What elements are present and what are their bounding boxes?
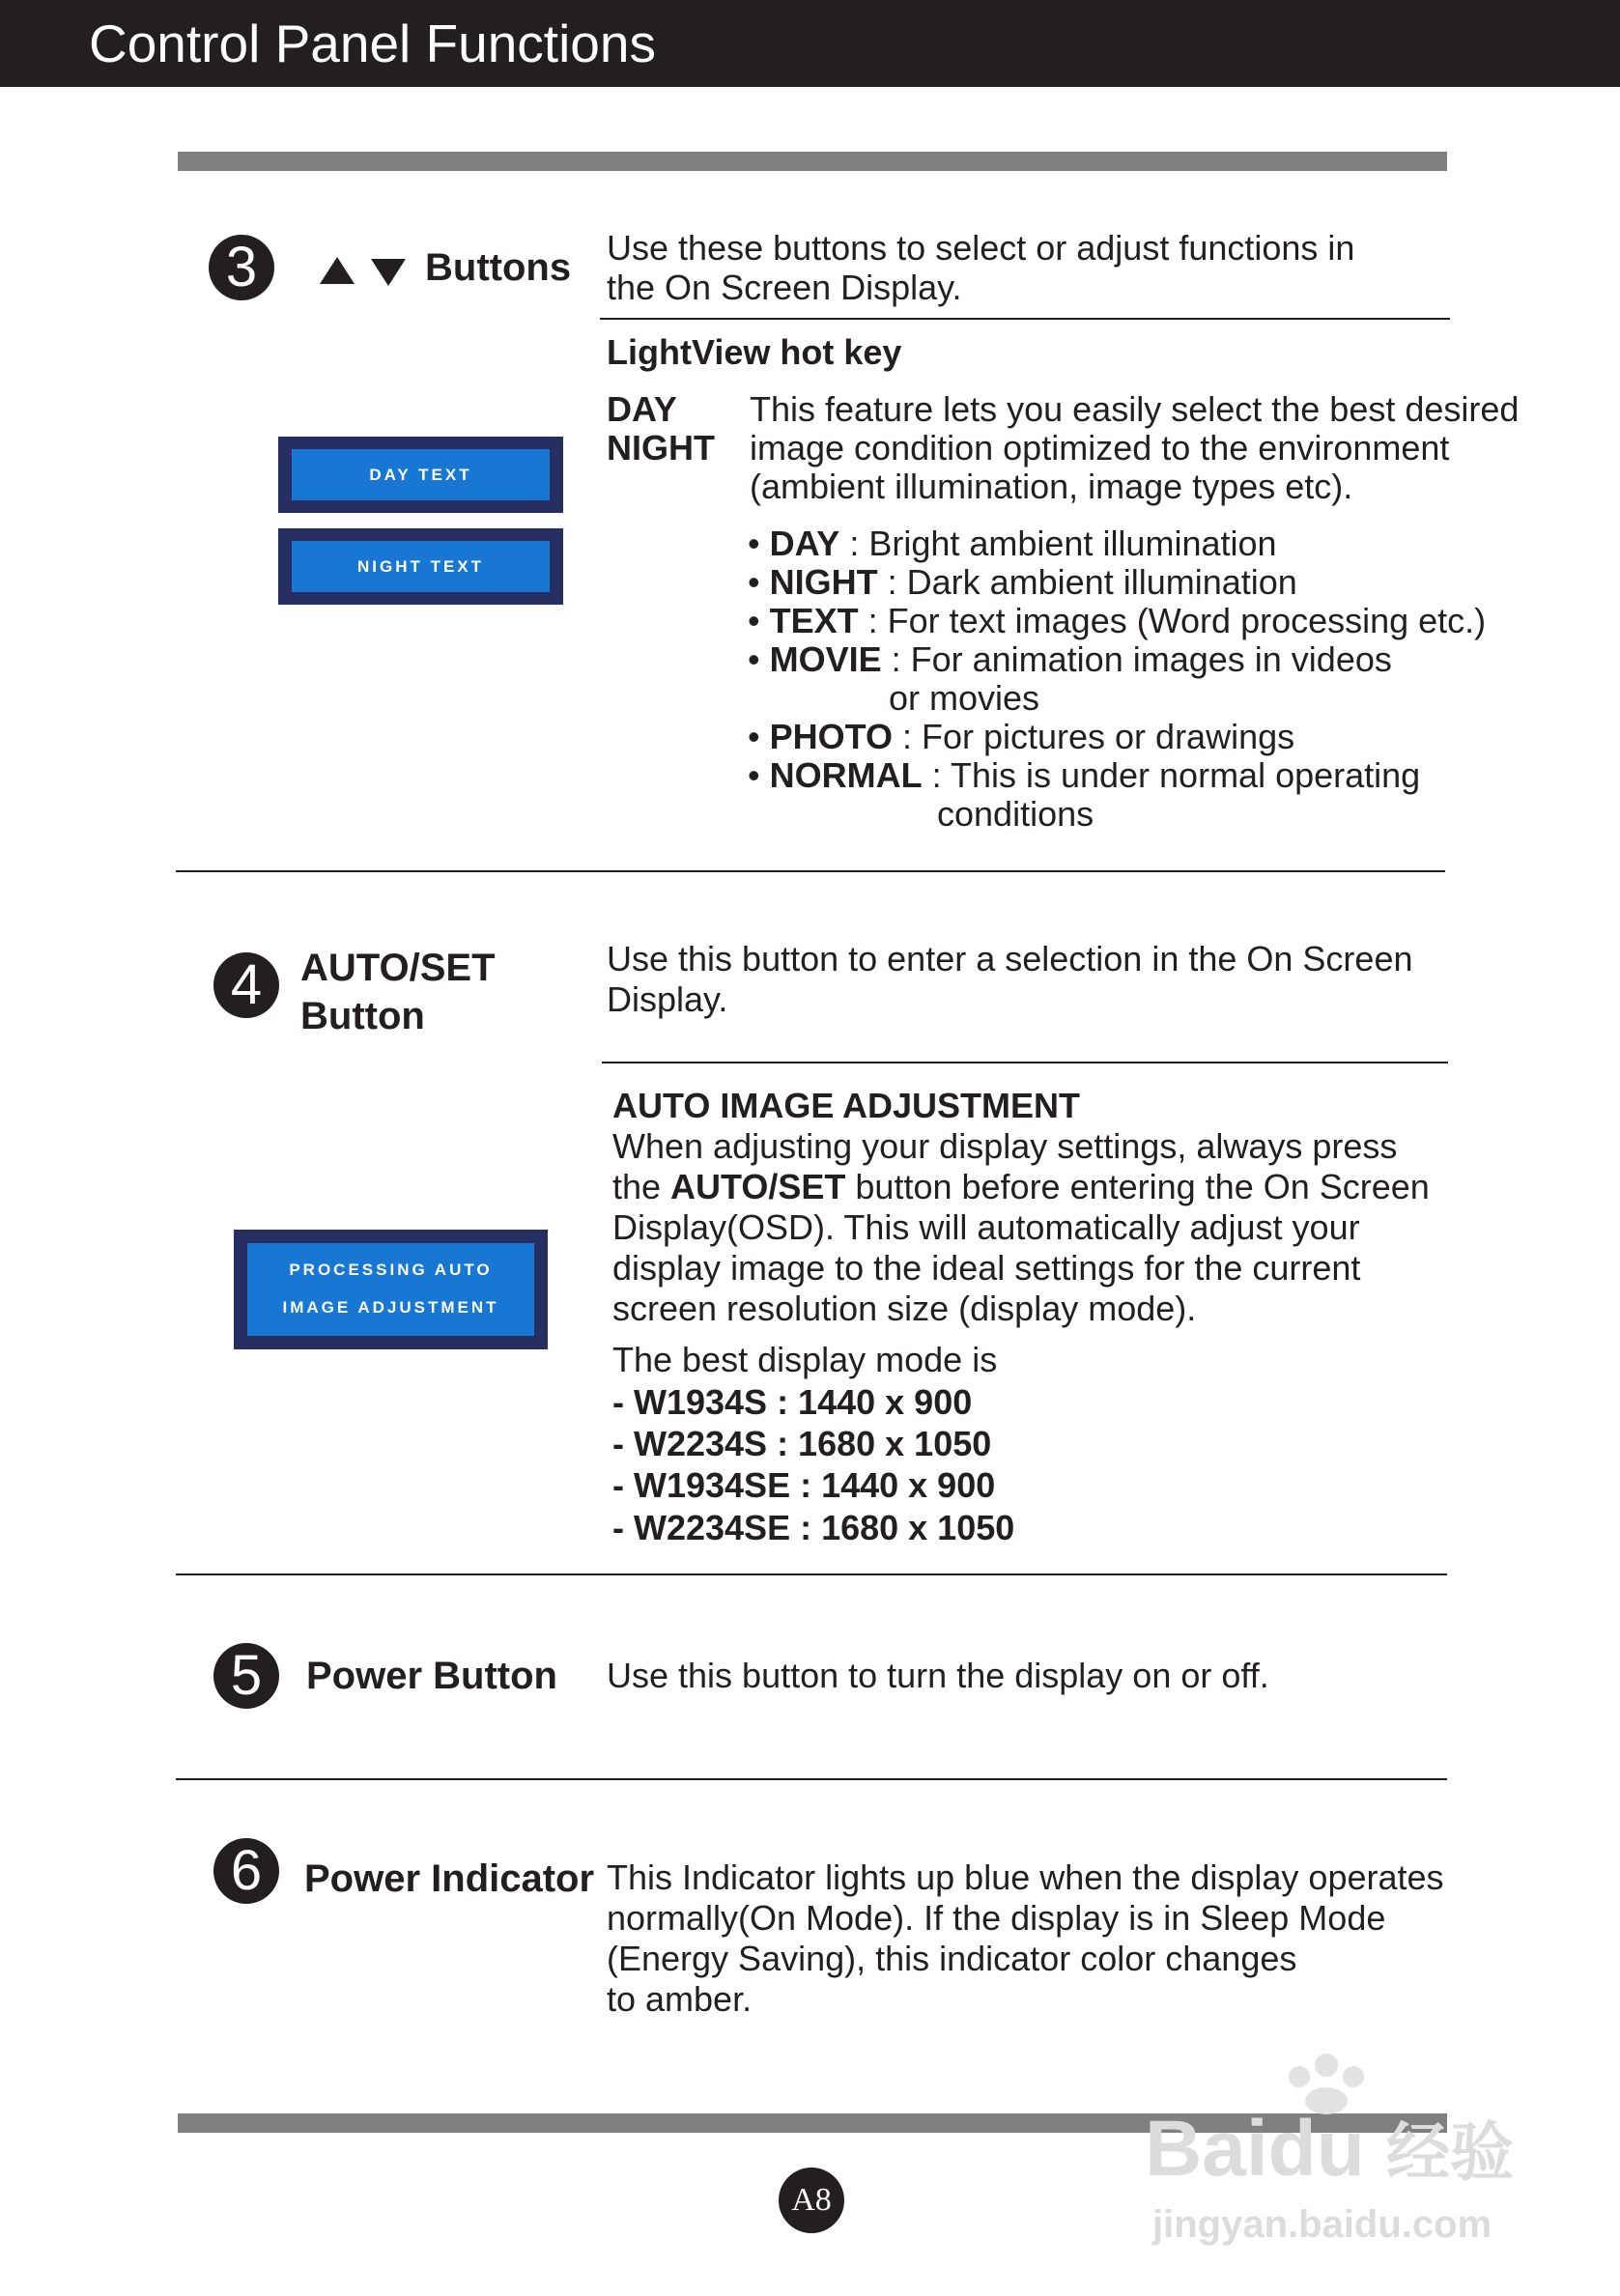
section-4-description-line-1: Use this button to enter a selection in the On Screen <box>607 939 1413 978</box>
osd-processing-frame <box>234 1230 548 1349</box>
hotkey-title: LightView hot key <box>607 332 902 372</box>
best-mode-1: - W1934S : 1440 x 900 <box>612 1382 973 1422</box>
section-6-line-1: This Indicator lights up blue when the display operates <box>607 1857 1444 1897</box>
osd-night-text: NIGHT TEXT <box>292 541 550 592</box>
osd-processing-panel <box>247 1243 534 1336</box>
bullet-text: : For pictures or drawings <box>892 717 1295 756</box>
bullet-term: DAY <box>769 524 840 563</box>
section-3-label: Buttons <box>425 246 572 289</box>
best-mode-2: - W2234S : 1680 x 1050 <box>612 1424 992 1463</box>
mode-label-night: NIGHT <box>607 428 715 468</box>
watermark <box>1145 2048 1531 2260</box>
bullet-text: : For animation images in videos <box>881 639 1392 679</box>
bullet-text: : Bright ambient illumination <box>839 524 1277 563</box>
auto-para-line-2 <box>612 1167 1430 1206</box>
bullet-text-mode: • TEXT : For text images (Word processing etc.) <box>748 601 1487 640</box>
mode-description-line-3: (ambient illumination, image types etc). <box>750 467 1353 506</box>
bullet-term: NORMAL <box>769 755 923 795</box>
best-mode-intro: The best display mode is <box>612 1340 998 1379</box>
page-number: A8 <box>779 2168 844 2233</box>
section-5-number: 5 <box>213 1643 279 1709</box>
top-divider-bar <box>178 152 1447 171</box>
watermark-brand-part-2: du <box>1267 2105 1365 2193</box>
section-3-sub-rule <box>600 318 1450 320</box>
best-mode-4: - W2234SE : 1680 x 1050 <box>612 1508 1015 1547</box>
section-6-number: 6 <box>213 1838 279 1904</box>
osd-processing-line-1: PROCESSING AUTO <box>289 1261 493 1279</box>
osd-night-text-frame <box>278 528 563 605</box>
auto-para-line-4: display image to the ideal settings for the current <box>612 1248 1361 1288</box>
bullet-photo: • PHOTO : For pictures or drawings <box>748 717 1295 756</box>
auto-para-line-1: When adjusting your display settings, always press <box>612 1126 1398 1166</box>
section-6-line-3: (Energy Saving), this indicator color changes <box>607 1939 1297 1978</box>
para-text: the <box>612 1167 671 1206</box>
section-4-label-line-2: Button <box>300 995 425 1037</box>
section-6-label: Power Indicator <box>304 1857 595 1900</box>
osd-day-text: DAY TEXT <box>292 449 550 500</box>
section-5-label: Power Button <box>306 1655 557 1697</box>
para-bold-text: AUTO/SET <box>670 1167 846 1206</box>
bullet-movie: • MOVIE : For animation images in videos <box>748 639 1392 679</box>
bullet-night: • NIGHT : Dark ambient illumination <box>748 562 1297 602</box>
section-5-description: Use this button to turn the display on or off. <box>607 1656 1269 1695</box>
section-4-sub-rule <box>602 1062 1448 1063</box>
auto-para-line-5: screen resolution size (display mode). <box>612 1289 1197 1328</box>
section-5-end-rule <box>176 1778 1447 1780</box>
bullet-text: : This is under normal operating <box>922 755 1421 795</box>
down-arrow-icon <box>371 259 406 286</box>
bullet-text: : For text images (Word processing etc.) <box>858 601 1487 640</box>
section-4-description-line-2: Display. <box>607 979 728 1019</box>
osd-processing-line-2: IMAGE ADJUSTMENT <box>282 1298 499 1317</box>
bullet-term: TEXT <box>769 601 859 640</box>
watermark-brand-part-1: Bai <box>1145 2105 1268 2193</box>
up-arrow-icon <box>320 257 355 284</box>
watermark-url: jingyan.baidu.com <box>1152 2203 1492 2246</box>
mode-label-day: DAY <box>607 389 677 429</box>
section-6-line-4: to amber. <box>607 1979 753 2019</box>
mode-description-line-1: This feature lets you easily select the best desired <box>750 389 1520 429</box>
auto-image-adjustment-title: AUTO IMAGE ADJUSTMENT <box>612 1086 1081 1125</box>
section-3-number: 3 <box>209 235 274 300</box>
section-4-end-rule <box>176 1573 1447 1575</box>
section-6-line-2: normally(On Mode). If the display is in Sleep Mode <box>607 1898 1386 1938</box>
best-mode-3: - W1934SE : 1440 x 900 <box>612 1465 996 1505</box>
bullet-term: MOVIE <box>769 639 882 679</box>
section-4-number: 4 <box>213 952 279 1018</box>
watermark-brand <box>1145 2106 1365 2193</box>
mode-description-line-2: image condition optimized to the environment <box>750 428 1450 468</box>
bullet-text: : Dark ambient illumination <box>877 562 1297 602</box>
osd-day-text-frame <box>278 437 563 513</box>
section-4-label-line-1: AUTO/SET <box>300 947 496 989</box>
bullet-normal-continuation: conditions <box>937 794 1094 834</box>
para-text: button before entering the On Screen <box>845 1167 1430 1206</box>
bullet-movie-continuation: or movies <box>889 678 1040 718</box>
bullet-day: • DAY : Bright ambient illumination <box>748 524 1277 563</box>
section-3-description: Use these buttons to select or adjust functions in the On Screen Display. <box>607 228 1355 307</box>
section-3-end-rule <box>176 870 1445 872</box>
bullet-normal: • NORMAL : This is under normal operating <box>748 755 1421 795</box>
page-title: Control Panel Functions <box>89 14 656 73</box>
bullet-term: NIGHT <box>769 562 878 602</box>
watermark-cn: 经验 <box>1386 2116 1514 2188</box>
auto-para-line-3: Display(OSD). This will automatically adjust your <box>612 1207 1360 1247</box>
bullet-term: PHOTO <box>769 717 893 756</box>
